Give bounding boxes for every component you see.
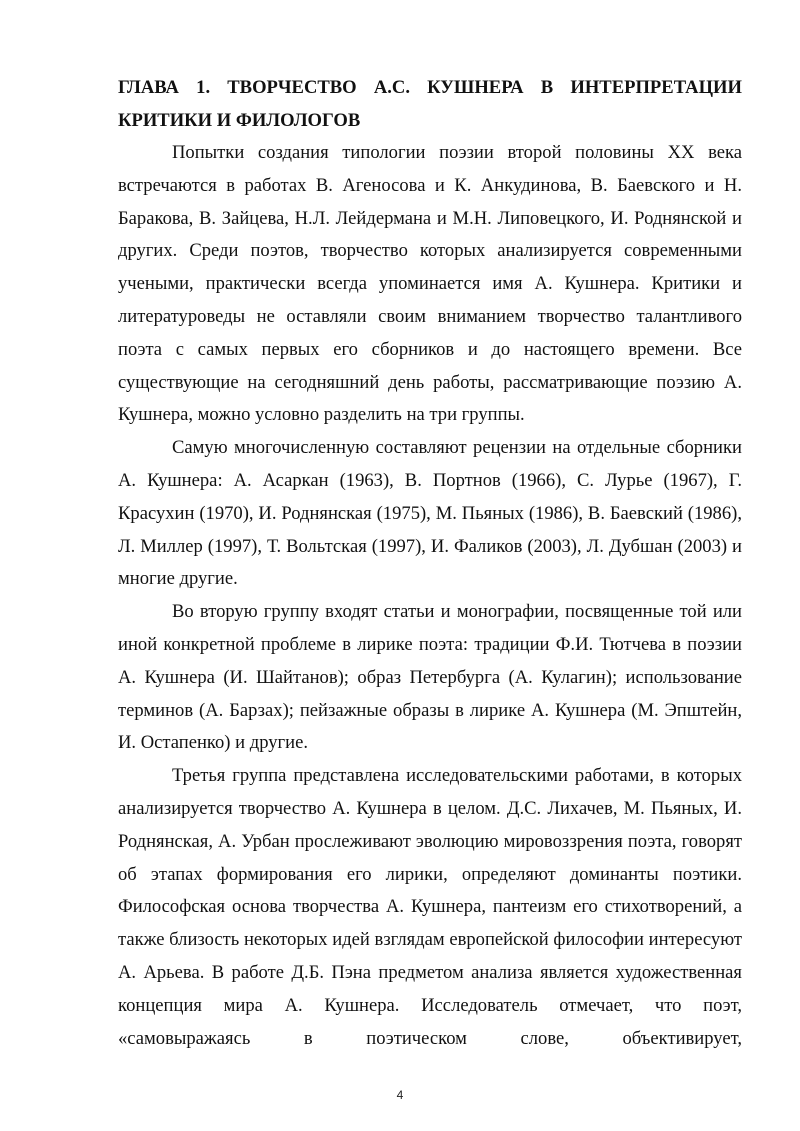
chapter-heading: ГЛАВА 1. ТВОРЧЕСТВО А.С. КУШНЕРА В ИНТЕРПРЕТАЦИИ КРИТИКИ И ФИЛОЛОГОВ: [118, 77, 742, 131]
paragraph-2: Самую многочисленную составляют рецензии на отдельные сборники А. Кушнера: А. Асаркан (1963), В. Портнов (1966), С. Лурье (1967), Г. Красухин (1970), И. Роднянская (1975), М. Пьяных (1986), В. Баевский (1986), Л. Миллер (1997), Т. Вольтская (1997), И. Фаликов (2003), Л. Дубшан (2003) и многие другие.: [118, 437, 742, 590]
page-number: 4: [396, 1088, 404, 1102]
body-text: [118, 137, 742, 1055]
paragraph-1: Попытки создания типологии поэзии второй половины ХХ века встречаются в работах В. Агеносова и К. Анкудинова, В. Баевского и Н. Баракова, В. Зайцева, Н.Л. Лейдермана и М.Н. Липовецкого, И. Роднянской и других. Среди поэтов, творчество которых анализируется современными учеными, практически всегда упоминается имя А. Кушнера. Критики и литературоведы не оставляли своим вниманием творчество талантливого поэта с самых первых его сборников и до настоящего времени. Все существующие на сегодняшний день работы, рассматривающие поэзию А. Кушнера, можно условно разделить на три группы.: [118, 142, 742, 426]
paragraph-4: Третья группа представлена исследовательскими работами, в которых анализируется творчество А. Кушнера в целом. Д.С. Лихачев, М. Пьяных, И. Роднянская, А. Урбан прослеживают эволюцию мировоззрения поэта, говорят об этапах формирования его лирики, определяют доминанты поэтики. Философская основа творчества А. Кушнера, пантеизм его стихотворений, а также близость некоторых идей взглядам европейской философии интересуют А. Арьева. В работе Д.Б. Пэна предметом анализа является художественная концепция мира А. Кушнера. Исследователь отмечает, что поэт, «самовыражаясь в поэтическом слове, объективирует,: [118, 765, 742, 1049]
paragraph-3: Во вторую группу входят статьи и монографии, посвященные той или иной конкретной проблеме в лирике поэта: традиции Ф.И. Тютчева в поэзии А. Кушнера (И. Шайтанов); образ Петербурга (А. Кулагин); использование терминов (А. Барзах); пейзажные образы в лирике А. Кушнера (М. Эпштейн, И. Остапенко) и другие.: [118, 601, 742, 754]
